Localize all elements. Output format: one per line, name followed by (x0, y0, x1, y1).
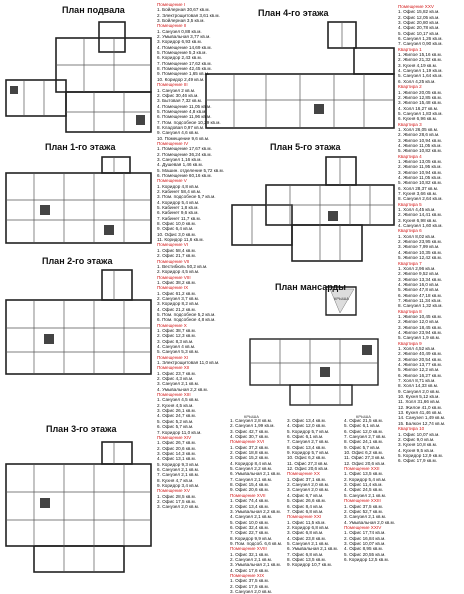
legend-item: 3. Санузел 2,1 кв.м. (157, 381, 200, 387)
legend-item: 2. Коридор 6,8 кв.м. (287, 524, 330, 530)
legend-item: 5. Жилое 12,42 кв.м. (398, 255, 442, 261)
legend-heading: Квартира 3 (398, 121, 422, 127)
legend-item: 6. Санузел 2,1 кв.м. (157, 466, 200, 472)
legend-item: 9. Офис 5,7 кв.м. (344, 444, 381, 450)
legend-item: 1. Офис 38,2 кв.м. (157, 279, 196, 285)
legend-item: 2. Офис 4,3 кв.м. (157, 376, 194, 382)
legend-item: 1. Жилое 10,45 кв.м. (398, 313, 442, 319)
legend-item: 10. Кухня 5,12 кв.м. (398, 394, 440, 400)
legend-item: 6. Кабинет 9,6 кв.м. (157, 210, 199, 216)
legend-item: 3. Жилое 10,94 кв.м. (398, 169, 442, 175)
legend-heading: Квартира 4 (398, 153, 422, 159)
legend-item: 4. Санузел 1,60 кв.м. (398, 223, 443, 229)
legend-item: 4. Санузел 1,19 кв.м. (398, 68, 443, 74)
legend-item: 1. Санузел 0,88 кв.м. (157, 28, 202, 34)
legend-item: 6. Кухня 6,96 кв.м. (398, 116, 438, 122)
legend-item: 2. Электрощитовая 3,61 кв.м. (157, 12, 220, 18)
legend-item: 4. Офис 13,1 кв.м. (157, 456, 196, 462)
legend-item: 6. Жилое 47,18 кв.м. (398, 292, 442, 298)
legend-item: 8. Холл 14,33 кв.м. (398, 383, 439, 389)
legend-item: 5. Помещение 4,8 кв.м. (157, 108, 207, 114)
legend-heading: Помещение XX (287, 471, 320, 477)
legend-item: 3. Жилое 20,54 кв.м. (398, 356, 442, 362)
legend-item: 10. Офис 3,0 кв.м. (157, 231, 196, 237)
legend-item: 1. Жилое 13,05 кв.м. (398, 158, 442, 164)
legend-item: 1. Офис 11,5 кв.м. (287, 519, 326, 525)
legend-item: 7. Офис 22,7 кв.м. (230, 530, 269, 536)
legend-item: 1. Офис 37,2 кв.м. (230, 444, 269, 450)
legend-item: 4. Помещение 14,69 кв.м. (157, 44, 212, 50)
legend-item: 2. Офис 21,7 кв.м. (157, 253, 196, 259)
legend-heading: Квартира 8 (398, 308, 422, 314)
legend-item: 3. Бойлерная 3,5 кв.м. (157, 18, 205, 24)
room-legend-bottom-2 (287, 418, 343, 578)
legend-item: 5. Машин. отделение 5,72 кв.м. (157, 167, 224, 173)
legend-item: 1. Офис 32,1 кв.м. (230, 551, 269, 557)
legend-item: 2. Кухня 4,5 кв.м. (157, 402, 194, 408)
legend-item: 5. Офис 20,55 кв.м. (344, 551, 386, 557)
legend-item: 4. Помещение 11,05 кв.м. (157, 103, 212, 109)
legend-item: 9. Помещение 1,65 кв.м. (157, 71, 210, 77)
legend-item: 6. Коридор 2,43 кв.м. (157, 55, 202, 61)
legend-item: 6. Помещение 11,96 кв.м. (157, 114, 212, 120)
legend-item: 3. Офис 42,7 кв.м. (230, 428, 269, 434)
legend-item: 1. Санузел 4,5 кв.м. (157, 397, 200, 403)
legend-item: 1. Офис 15,82 кв.м. (398, 9, 440, 15)
legend-item: 3. Санузел 2,1 кв.м. (344, 514, 387, 520)
legend-item: 4. Коридор 8,4 кв.м. (230, 460, 273, 466)
title-floor2: План 2-го этажа (42, 256, 113, 266)
legend-item: 1. Офис 28,5 кв.м. (157, 493, 196, 499)
legend-heading: Помещение I (157, 2, 186, 7)
legend-item: 2. Санузел 3,7 кв.м. (157, 295, 200, 301)
legend-item: 6. Офис 8,4 кв.м. (287, 503, 324, 509)
legend-item: 3. Офис 20,80 кв.м. (398, 20, 440, 26)
legend-item: 2. Жилое 14,41 кв.м. (398, 212, 442, 218)
legend-item: 3. Кухня 10,8 кв.м. (398, 442, 438, 448)
legend-heading: Квартира 10 (398, 426, 425, 432)
legend-item: 3. Офис 13,4 кв.м. (287, 418, 326, 423)
legend-item: 1. Офис 58,4 кв.м. (157, 247, 196, 253)
legend-item: 4. Офис 21,5 кв.м. (344, 418, 383, 423)
legend-item: 4. Офис 24,5 кв.м. (344, 487, 383, 493)
attic-plan (230, 285, 396, 415)
legend-item: 2. Коридор 4,5 кв.м. (157, 269, 200, 275)
legend-item: 9. Коридор 5,7 кв.м. (287, 450, 330, 456)
legend-item: 3. Бытовая 7,32 кв.м. (157, 98, 203, 104)
legend-item: 2. Офис 13,4 кв.м. (230, 503, 269, 509)
legend-item: 5. Офис 10,17 кв.м. (398, 30, 440, 36)
legend-item: 6. Коридор 12,5 кв.м. (344, 556, 389, 562)
legend-item: 10. Коридор 2,49 кв.м. (157, 76, 205, 82)
legend-item: 5. Санузел 2,1 кв.м. (287, 540, 330, 546)
legend-item: 8. Санузел 1,32 кв.м. (398, 303, 443, 309)
legend-item: 1. Офис 17,74 кв.м. (344, 530, 386, 536)
legend-heading: Помещение XXIII (344, 498, 381, 504)
legend-item: 4. Коридор 5,4 кв.м. (157, 199, 200, 205)
legend-item: 3. Жилое 18,45 кв.м. (398, 324, 442, 330)
legend-item: 1. Помещение 17,67 кв.м. (157, 146, 212, 152)
legend-item: 8. Санузел 2,64 кв.м. (398, 196, 443, 202)
legend-item: 9. Пом. подсоб. 6,6 кв.м. (230, 540, 283, 546)
legend-item: 3. Санузел 2,0 кв.м. (157, 504, 200, 510)
legend-item: 1. Офис 37,5 кв.м. (230, 578, 269, 584)
legend-item: 1. Санузел 2,8 кв.м. (230, 418, 273, 423)
room-legend-left (157, 2, 229, 578)
legend-heading: Помещение XXII (344, 466, 380, 472)
legend-item: 2. Офис 20,6 кв.м. (157, 445, 196, 451)
legend-item: 3. Умывальная 2,1 кв.м. (230, 562, 281, 568)
legend-item: 8. Офис 24,1 кв.м. (344, 439, 383, 445)
legend-item: 4. Холл 16,27 кв.м. (398, 105, 439, 111)
legend-heading: Помещение III (157, 82, 188, 88)
roof-label: КРЫША (334, 296, 349, 301)
legend-item: 4. Офис 12,0 кв.м. (287, 423, 326, 429)
legend-item: 2. Офис 18,8 кв.м. (230, 450, 269, 456)
legend-item: 2. Офис 17,5 кв.м. (157, 498, 196, 504)
legend-item: 1. Офис 74,4 кв.м. (230, 498, 269, 504)
legend-item: 4. Офис 30,7 кв.м. (230, 434, 269, 440)
legend-item: 7. Санузел 2,7 кв.м. (344, 434, 387, 440)
title-floor1: План 1-го этажа (45, 142, 116, 152)
title-floor5: План 5-го этажа (270, 142, 341, 152)
legend-item: 7. Кабинет 11,7 кв.м. (157, 215, 201, 221)
legend-item: 8. Офис 10,0 кв.м. (157, 221, 196, 227)
room-legend-bottom-3 (344, 418, 398, 578)
legend-item: 4. Кухня 9,5 кв.м. (398, 447, 435, 453)
legend-item: 6. Помещение 60,16 кв.м. (157, 173, 212, 178)
legend-item: 5. Жилое 10,82 кв.м. (398, 148, 442, 154)
legend-item: 5. Офис 26,6 кв.м. (287, 498, 326, 504)
legend-item: 1. Офис 37,1 кв.м. (287, 476, 326, 482)
legend-item: 2. Офис 52,7 кв.м. (344, 508, 383, 514)
legend-heading: Помещение XXV (398, 4, 434, 9)
legend-item: 2. Санузел 2,0 кв.м. (287, 482, 330, 488)
legend-item: 5. Коридор 12,9 кв.м. (398, 452, 443, 458)
legend-item: 5. Санузел 1,83 кв.м. (398, 110, 443, 116)
legend-item: 9. Офис 6,4 кв.м. (157, 226, 194, 232)
legend-item: 9. Офис 20,6 кв.м. (230, 487, 269, 493)
legend-item: 7. Санузел 0,90 кв.м. (398, 41, 443, 47)
legend-item: 6. Холл 4,25 кв.м. (398, 78, 436, 84)
legend-item: 4. Жилое 11,05 кв.м. (398, 142, 442, 148)
legend-item: 1. Офис 26,7 кв.м. (157, 440, 196, 446)
legend-item: 7. Пом. подсобное 10,29 кв.м. (157, 119, 221, 125)
legend-item: 5. Офис 10,0 кв.м. (230, 519, 269, 525)
legend-item: 1. Холл 8,02 кв.м. (398, 233, 436, 239)
legend-item: 2. Офис 12,3 кв.м. (157, 333, 196, 339)
legend-item: 3. Офис 8,3 кв.м. (157, 338, 194, 344)
title-attic: План мансарды (275, 282, 346, 292)
legend-item: 5. Коридор 5,7 кв.м. (287, 428, 330, 434)
legend-heading: Помещение XVII (230, 492, 266, 498)
legend-item: 2. Офис 16,84 кв.м. (344, 535, 386, 541)
legend-heading: Квартира 7 (398, 260, 422, 266)
legend-heading: Помещение XIII (157, 392, 191, 398)
legend-heading: Помещение X (157, 322, 187, 328)
legend-item: 11. Офис 27,3 кв.м. (287, 460, 329, 466)
legend-item: 1. Офис 61,2 кв.м. (157, 290, 196, 296)
legend-item: 3. Санузел 2,0 кв.м. (230, 589, 273, 594)
legend-item: 13. Кухня 41,46 кв.м. (398, 410, 443, 416)
legend-heading: Квартира 5 (398, 201, 422, 207)
legend-item: 2. Жилое 28,6 кв.м. (398, 132, 440, 138)
legend-item: 5. Пом. подсобное 5,2 кв.м. (157, 311, 216, 317)
legend-item: 3. Офис 6,8 кв.м. (287, 530, 324, 536)
legend-item: 5. Жилое 12,2 кв.м. (398, 367, 440, 373)
legend-item: 2. Офис 30,46 кв.м. (157, 92, 199, 98)
legend-item: 4. Душевая 1,46 кв.м. (157, 162, 203, 168)
legend-item: 3. Офис 14,3 кв.м. (157, 450, 196, 456)
legend-item: 4. Жилое 23,94 кв.м. (398, 329, 442, 335)
legend-item: 3. Санузел 1,16 кв.м. (157, 156, 202, 162)
legend-item: 11. Офис 27,3 кв.м. (344, 455, 386, 461)
legend-item: 1. Вестибюль 50,2 кв.м. (157, 263, 208, 269)
legend-item: 7. Кухня 3,66 кв.м. (398, 191, 438, 197)
legend-heading: Помещение IV (157, 140, 189, 146)
legend-item: 15. Балкон 12,74 кв.м. (398, 420, 446, 426)
legend-item: 6. Офис 17,9 кв.м. (398, 458, 437, 464)
legend-item: 7. Офис 6,8 кв.м. (287, 508, 324, 514)
legend-item: 7. Санузел 2,7 кв.м. (287, 439, 330, 445)
legend-item: 5. Санузел 5,3 кв.м. (157, 349, 200, 355)
legend-heading: Помещение XII (157, 365, 190, 371)
floor2-plan (4, 268, 154, 378)
legend-item: 5. Санузел 1,64 кв.м. (398, 73, 443, 79)
legend-heading: Квартира 1 (398, 46, 422, 52)
legend-heading: Помещение XXI (287, 514, 322, 520)
legend-heading: Помещение IX (157, 285, 189, 291)
legend-item: 6. Холл 28,37 кв.м. (398, 185, 439, 191)
legend-item: 3. Пом. подсобное 5,7 кв.м. (157, 194, 216, 200)
legend-item: 6. Умывальная 2,1 кв.м. (287, 546, 338, 552)
legend-item: 2. Офис 12,05 кв.м. (398, 14, 440, 20)
legend-item: 1. Офис 23,7 кв.м. (157, 370, 196, 376)
legend-item: 2. Помещение 36,24 кв.м. (157, 151, 212, 157)
legend-item: 4. Жилое 10,35 кв.м. (398, 249, 442, 255)
legend-item: 8. Помещение 42,45 кв.м. (157, 66, 212, 72)
title-floor4: План 4-го этажа (258, 8, 329, 18)
legend-item: 2. Санузел 2,1 кв.м. (230, 556, 273, 562)
legend-item: 1. Жилое 15,16 кв.м. (398, 52, 442, 58)
legend-item: 1. Холл 4,52 кв.м. (398, 346, 436, 351)
legend-heading: Квартира 2 (398, 84, 422, 90)
legend-item: 2. Офис 9,0 кв.м. (398, 436, 435, 442)
legend-item: 7. Санузел 2,1 кв.м. (230, 476, 273, 482)
basement-plan (4, 20, 154, 138)
legend-item: 4. Офис 8,95 кв.м. (344, 546, 383, 552)
legend-heading: Помещение XIX (230, 572, 265, 578)
legend-item: 8. Кухня 4,7 кв.м. (157, 477, 194, 483)
legend-item: 4. Санузел 2,1 кв.м. (230, 514, 273, 520)
legend-item: 8. Офис 13,4 кв.м. (287, 444, 326, 450)
legend-item: 6. Умывальная 2,1 кв.м. (230, 471, 281, 477)
floor5-plan (230, 155, 396, 267)
legend-item: 8. Коридор 9,9 кв.м. (230, 535, 273, 541)
legend-item: 4. Офис 6,7 кв.м. (287, 492, 324, 498)
legend-item: 3. Санузел 2,0 кв.м. (287, 487, 330, 493)
legend-item: 11. Коридор 11,6 кв.м. (157, 237, 204, 243)
floor1-plan (4, 155, 154, 255)
legend-item: 8. Офис 15,4 кв.м. (230, 482, 269, 488)
legend-item: 8. Офис 13,5 кв.м. (287, 556, 326, 562)
legend-item: 7. Коридор 11,0 кв.м. (157, 429, 202, 435)
legend-item: 7. Холл 8,71 кв.м. (398, 378, 436, 384)
floor4-plan (204, 20, 396, 132)
legend-item: 7. Офис 6,8 кв.м. (287, 551, 324, 557)
legend-item: 5. Жилое 10,82 кв.м. (398, 180, 442, 186)
legend-heading: Помещение II (157, 23, 187, 29)
legend-item: 4. Умывальная 2,0 кв.м. (344, 519, 395, 525)
legend-item: 4. Умывальная 2,2 кв.м. (157, 386, 208, 392)
legend-item: 4. Офис 23,8 кв.м. (287, 535, 326, 541)
legend-item: 3. Коридор 8,2 кв.м. (157, 301, 200, 307)
legend-item: 2. Жилое 23,95 кв.м. (398, 239, 442, 245)
legend-item: 7. Санузел 2,1 кв.м. (157, 472, 200, 478)
legend-heading: Помещение XXIV (344, 524, 382, 530)
legend-item: 1. Холл 2,96 кв.м. (398, 265, 436, 271)
legend-item: 10. Помещение 9,6 кв.м. (157, 135, 210, 141)
legend-item: 6. Офис 32,4 кв.м. (230, 524, 269, 530)
legend-item: 2. Кабинет 58,4 кв.м. (157, 189, 202, 195)
legend-item: 4. Жилое 11,05 кв.м. (398, 175, 442, 180)
title-basement: План подвала (62, 5, 125, 15)
legend-heading: Квартира 6 (398, 228, 422, 234)
legend-item: 1. Жилое 20,05 кв.м. (398, 89, 442, 95)
legend-item: 3. Кухня 6,98 кв.м. (398, 217, 438, 223)
legend-heading: Помещение V (157, 178, 187, 184)
legend-heading: Помещение XVIII (230, 546, 267, 552)
legend-item: 3. Офис 26,1 кв.м. (157, 408, 196, 414)
legend-item: 1. Санузел 2 кв.м. (157, 87, 196, 93)
legend-item: 5. Офис 5,2 кв.м. (157, 418, 194, 424)
legend-item: 3. Жилое 13,34 кв.м. (398, 276, 442, 282)
legend-item: 5. Санузел 2,1 кв.м. (344, 492, 387, 498)
legend-item: 3. Умывальная 2,2 кв.м. (230, 508, 281, 514)
legend-item: 5. Санузел 1,9 кв.м. (398, 335, 441, 341)
legend-item: 6. Офис 12,0 кв.м. (344, 428, 383, 434)
legend-item: 1. Электрощитовая 11,0 кв.м. (157, 360, 220, 366)
legend-item: 2. Жилое 40,49 кв.м. (398, 351, 442, 357)
legend-item: 6. Офис 5,7 кв.м. (157, 424, 194, 430)
legend-item: 6. Пом. подсобное 4,8 кв.м. (157, 317, 216, 323)
floor3-plan (4, 440, 154, 576)
legend-item: 2. Жилое 21,32 кв.м. (398, 57, 442, 63)
roof-label: КРЫША (356, 414, 371, 419)
legend-item: 4. Жилое 13,77 кв.м. (398, 362, 442, 368)
legend-item: 2. Офис 17,5 кв.м. (230, 583, 269, 589)
legend-item: 2. Жилое 12,85 кв.м. (398, 94, 442, 100)
room-legend-bottom-1 (230, 418, 286, 594)
legend-item: 2. Жилое 12,0 кв.м. (398, 319, 440, 325)
legend-item: 2. Санузел 1,99 кв.м. (230, 423, 275, 429)
legend-item: 5. Кабинет 1,8 кв.м. (157, 205, 199, 211)
legend-heading: Помещение XV (157, 488, 190, 494)
title-floor3: План 3-го этажа (46, 424, 117, 434)
legend-item: 1. Офис 38,7 кв.м. (157, 327, 196, 333)
legend-item: 3. Жилое 7,99 кв.м. (398, 244, 440, 250)
legend-heading: Помещение VI (157, 242, 189, 248)
legend-item: 7. Жилое 11,34 кв.м. (398, 297, 442, 303)
legend-item: 4. Офис 20,78 кв.м. (398, 25, 440, 31)
legend-item: 6. Офис 6,1 кв.м. (287, 434, 324, 440)
legend-item: 1. Коридор 4,8 кв.м. (157, 183, 200, 189)
legend-item: 10. Офис 6,2 кв.м. (344, 450, 383, 456)
legend-item: 12. Офис 20,6 кв.м. (344, 460, 386, 466)
legend-item: 1. Офис 10,07 кв.м. (398, 431, 440, 437)
legend-item: 7. Помещение 17,62 кв.м. (157, 60, 212, 66)
legend-item: 1. Бойлерная 30,67 кв.м. (157, 7, 210, 13)
legend-item: 9. Санузел 4,6 кв.м. (157, 130, 200, 136)
legend-item: 5. Коридор 9,3 кв.м. (157, 461, 200, 467)
legend-item: 3. Офис 10,07 кв.м. (344, 540, 386, 546)
legend-item: 9. Коридор 3,4 кв.м. (157, 482, 200, 488)
legend-item: 5. Жилое 47,8 кв.м. (398, 287, 440, 293)
legend-heading: Помещение XI (157, 354, 189, 360)
legend-item: 4. Офис 17,6 кв.м. (230, 567, 269, 573)
legend-item: 3. Жилое 10,94 кв.м. (398, 137, 442, 143)
legend-item: 1. Холл 4,45 кв.м. (398, 207, 436, 213)
legend-item: 9. Коридор 10,7 кв.м. (287, 562, 332, 568)
legend-item: 6. Жилое 16,27 кв.м. (398, 372, 442, 378)
legend-item: 3. Офис 11,4 кв.м. (344, 482, 383, 488)
legend-item: 10. Офис 6,2 кв.м. (287, 455, 326, 461)
legend-item: 4. Офис 21,2 кв.м. (157, 306, 196, 312)
legend-item: 9. Санузел 2,0 кв.м. (398, 388, 441, 394)
legend-item: 6. Санузел 1,26 кв.м. (398, 36, 443, 42)
legend-item: 3. Жилое 15,48 кв.м. (398, 100, 442, 106)
legend-item: 8. Кладовая 0,97 кв.м. (157, 124, 205, 130)
legend-heading: Квартира 9 (398, 340, 422, 346)
legend-item: 1. Холл 26,05 кв.м. (398, 126, 439, 132)
legend-heading: Помещение VII (157, 258, 190, 264)
legend-item: 5. Санузел 2,2 кв.м. (230, 466, 273, 472)
legend-item: 1. Офис 37,5 кв.м. (344, 503, 383, 509)
legend-item: 12. Офис 20,6 кв.м. (287, 466, 329, 472)
legend-item: 1. Офис 13,5 кв.м. (344, 471, 383, 477)
room-legend-right (398, 4, 464, 578)
legend-item: 4. Санузел 4 кв.м. (157, 344, 196, 349)
legend-item: 2. Умывальная 3,77 кв.м. (157, 34, 211, 40)
legend-item: 5. Помещение 5,3 кв.м. (157, 50, 207, 56)
legend-heading: Помещение XVI (230, 439, 265, 445)
legend-item: 3. Офис 15,2 кв.м. (230, 455, 269, 461)
legend-item: 4. Офис 24,7 кв.м. (157, 413, 196, 419)
legend-item: 4. Жилое 16,0 кв.м. (398, 281, 440, 287)
legend-item: 14. Санузел 1,49 кв.м. (398, 415, 446, 421)
legend-item: 12. Жилое 41,0 кв.м. (398, 404, 442, 410)
legend-heading: Помещение VIII (157, 274, 191, 280)
legend-item: 11. Холл 31,66 кв.м. (398, 399, 441, 405)
roof-label: КРЫША (244, 414, 259, 419)
legend-heading: Помещение XIV (157, 434, 192, 440)
legend-item: 2. Жилое 11,95 кв.м. (398, 164, 442, 170)
legend-item: 3. Коридор 6,93 кв.м. (157, 39, 202, 45)
legend-item: 5. Офис 6,1 кв.м. (344, 423, 381, 429)
legend-item: 2. Коридор 5,4 кв.м. (344, 476, 387, 482)
legend-item: 2. Жилое 9,52 кв.м. (398, 271, 440, 277)
legend-item: 3. Кухня 4,19 кв.м. (398, 62, 438, 68)
